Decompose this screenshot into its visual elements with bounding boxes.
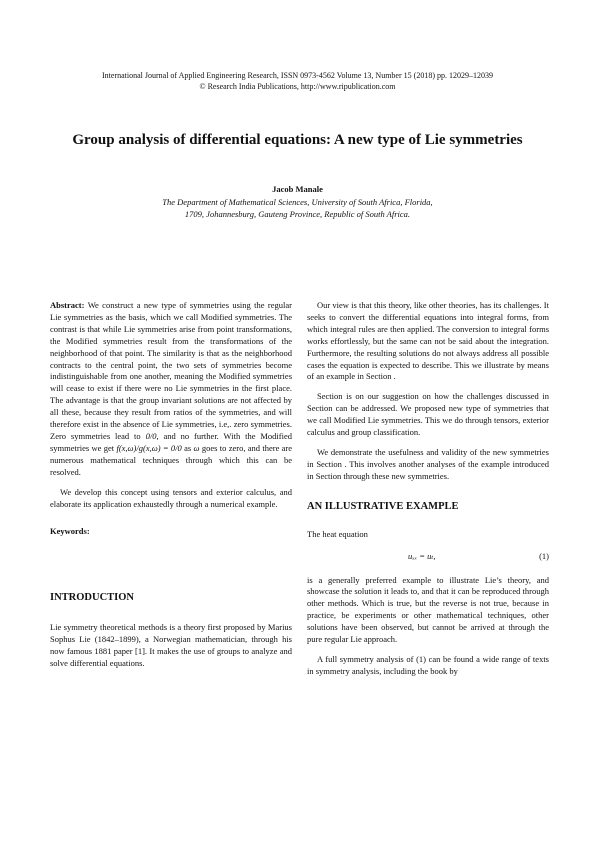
author-name: Jacob Manale [272, 184, 323, 194]
abstract-label: Abstract: [50, 300, 85, 310]
abstract-paragraph-2: We develop this concept using tensors and exterior calculus, and elaborate its application exhaustedly through a numerical example. [50, 486, 292, 509]
paper-title: Group analysis of differential equations: A new type of Lie symmetries [72, 132, 523, 148]
example-heading: AN ILLUSTRATIVE EXAMPLE [307, 500, 459, 512]
right-paragraph-5: A full symmetry analysis of (1) can be found a wide range of texts in symmetry analysis, including the book by [307, 653, 549, 676]
right-paragraph-3: We demonstrate the usefulness and validity of the new symmetries in Section . This involves another analyses of the example introduced in Section through these new symmetries. [307, 446, 549, 481]
abstract-paragraph [50, 300, 292, 479]
introduction-heading: INTRODUCTION [50, 592, 135, 604]
abstract-math-3: ω [193, 442, 200, 453]
left-column [50, 300, 292, 678]
abstract-text-d: goes to zero, and there are numerous mathematical techniques through which this can be resolved. [50, 442, 293, 477]
introduction-paragraph: Lie symmetry theoretical methods is a theory first proposed by Marius Sophus Lie (1842–1899), a Norwegian mathematician, through his now famous 1881 paper [1]. It makes the use of groups to analyze and solve differential equations. [50, 622, 292, 668]
abstract-math-2: f(x,ω)/g(x,ω) = 0/0 [116, 442, 182, 453]
journal-line-1: International Journal of Applied Engineering Research, ISSN 0973-4562 Volume 13, Number 15 (2018) pp. 12029–12039 [102, 71, 493, 80]
heat-equation [307, 551, 549, 565]
abstract-text-b: , and no further. With the Modified symmetries we get [50, 430, 292, 453]
right-column [307, 300, 549, 686]
equation-number: (1) [539, 550, 549, 561]
right-paragraph-2: Section is on our suggestion on how the challenges discussed in Section can be addressed. We proposed new type of symmetries that we call Modified Lie symmetries. This we do through tensors, exterior calculus and group classification. [307, 391, 549, 438]
abstract-text-a: We construct a new type of symmetries using the regular Lie symmetries as the basis, which we call Modified symmetries. The contrast is that while Lie symmetries arise from point transformations, the Modified symmetries result from the transformations of the neighborhood of that point. The similarity is that as the neighborhood contracts to the central point, the two sets of symmetries become indistinguishable from one another, meaning the Modified symmetries will cease to exist if there were no Lie symmetries in the first place. The advantage is that the group invariant solutions are not affected by all these, because they result from ratios of the symmetries, and will therefore exist in the absence of Lie symmetries, i.e,. zero symmetries. Zero symmetries lead to [50, 300, 292, 441]
equation-expression: uₓₓ = uₜ, [408, 550, 436, 561]
journal-header [0, 70, 595, 92]
abstract-text-c: as [184, 442, 192, 453]
heat-equation-intro: The heat equation [307, 528, 368, 539]
keywords-label: Keywords: [50, 526, 90, 537]
affiliation-line-2: 1709, Johannesburg, Gauteng Province, Republic of South Africa. [184, 209, 411, 219]
abstract-math-1: 0/0 [145, 430, 157, 441]
affiliation-line-1: The Department of Mathematical Sciences, University of South Africa, Florida, [162, 197, 433, 207]
author-affiliation [0, 196, 595, 220]
keywords-line [50, 526, 292, 538]
right-paragraph-4: is a generally preferred example to illustrate Lie’s theory, and showcase the solution it leads to, and that it can be reproduced through other methods. Which is true, but the reverse is not true, because in practice, be experiments or other mathematical techniques, other solutions have been observed, but cannot be arrived at through the pure regular Lie approach. [307, 574, 549, 645]
right-paragraph-1: Our view is that this theory, like other theories, has its challenges. It seeks to convert the differential equations into integral forms, from which integral rules are then applied. The conversion to integral forms works effortlessly, but the same can not be said about the integration. Furthermore, the resulting solutions do not always address all possible cases the equation is expected to describe. This we illustrate by means of an example in Section . [307, 300, 549, 382]
journal-line-2: © Research India Publications, http://www.ripublication.com [199, 82, 396, 91]
